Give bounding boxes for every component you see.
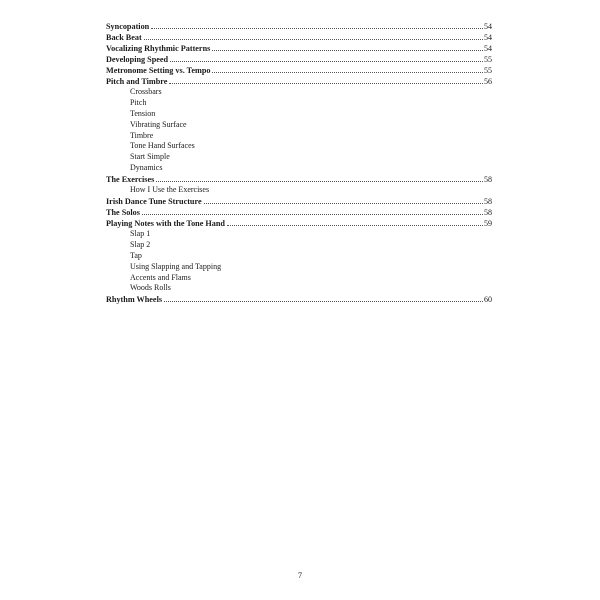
toc-subentry[interactable]: Crossbars (130, 87, 162, 96)
toc-subentry[interactable]: Timbre (130, 130, 154, 140)
toc-subentry[interactable]: How I Use the Exercises (130, 185, 210, 195)
toc-entry-page: 58 (484, 197, 492, 207)
toc-entry-page: 55 (484, 55, 492, 64)
toc-entry-title: Vocalizing Rhythmic Patterns (106, 44, 211, 53)
toc-leader-dots (170, 61, 483, 62)
toc-entry-page: 56 (484, 77, 492, 86)
toc-leader-dots (212, 72, 483, 73)
toc-leader-dots (156, 181, 483, 182)
toc-entry-title: Pitch and Timbre (106, 77, 168, 86)
toc-entry[interactable] (106, 218, 492, 229)
toc-subentry[interactable]: Woods Rolls (130, 283, 171, 293)
toc-entry[interactable] (106, 76, 492, 87)
toc-entry[interactable] (106, 43, 492, 54)
toc-subentry[interactable]: Tone Hand Surfaces (130, 141, 195, 151)
toc-entry-title: Rhythm Wheels (106, 295, 163, 305)
toc-entry-page: 60 (484, 295, 492, 305)
toc-leader-dots (164, 301, 483, 302)
toc-subentry[interactable]: Tension (130, 108, 156, 118)
toc-entry[interactable] (106, 207, 492, 218)
toc-entry-title: Metronome Setting vs. Tempo (106, 66, 211, 75)
table-of-contents (106, 21, 492, 305)
toc-entry-title: Developing Speed (106, 55, 169, 64)
toc-entry[interactable] (106, 174, 492, 185)
toc-subentry[interactable]: Vibrating Surface (130, 119, 187, 129)
toc-leader-dots (212, 50, 483, 51)
toc-subentry[interactable]: Dynamics (130, 163, 163, 173)
toc-leader-dots (169, 83, 483, 84)
toc-subentry[interactable]: Slap 1 (130, 229, 151, 239)
toc-entry-page: 54 (484, 22, 492, 31)
page-number: 7 (297, 570, 303, 580)
toc-entry[interactable] (106, 32, 492, 43)
toc-subentry[interactable]: Pitch (130, 97, 147, 107)
toc-leader-dots (151, 28, 483, 29)
toc-entry[interactable] (106, 54, 492, 65)
toc-entry-title: Syncopation (106, 22, 150, 31)
toc-subentry[interactable]: Start Simple (130, 152, 170, 162)
toc-entry-page: 58 (484, 208, 492, 218)
toc-entry-title: The Solos (106, 208, 140, 218)
toc-leader-dots (227, 225, 483, 226)
toc-entry-page: 54 (484, 33, 492, 42)
toc-subentry[interactable]: Accents and Flams (130, 272, 191, 282)
toc-leader-dots (144, 39, 483, 40)
toc-subentry[interactable]: Slap 2 (130, 239, 151, 249)
toc-entry-title: Back Beat (106, 33, 142, 42)
toc-entry-page: 54 (484, 44, 492, 53)
toc-entry-page: 55 (484, 66, 492, 75)
toc-entry-page: 58 (484, 175, 492, 185)
toc-entry-title: Playing Notes with the Tone Hand (106, 219, 225, 229)
toc-entry[interactable] (106, 21, 492, 32)
toc-entry[interactable] (106, 196, 492, 207)
toc-subentry[interactable]: Tap (130, 250, 142, 260)
toc-entry[interactable] (106, 65, 492, 76)
toc-leader-dots (142, 214, 483, 215)
toc-subentry[interactable]: Using Slapping and Tapping (130, 261, 222, 271)
toc-entry-page: 59 (484, 219, 492, 229)
toc-leader-dots (204, 203, 483, 204)
toc-entry-title: Irish Dance Tune Structure (106, 197, 202, 207)
toc-entry-title: The Exercises (106, 175, 155, 185)
toc-entry[interactable] (106, 294, 492, 305)
